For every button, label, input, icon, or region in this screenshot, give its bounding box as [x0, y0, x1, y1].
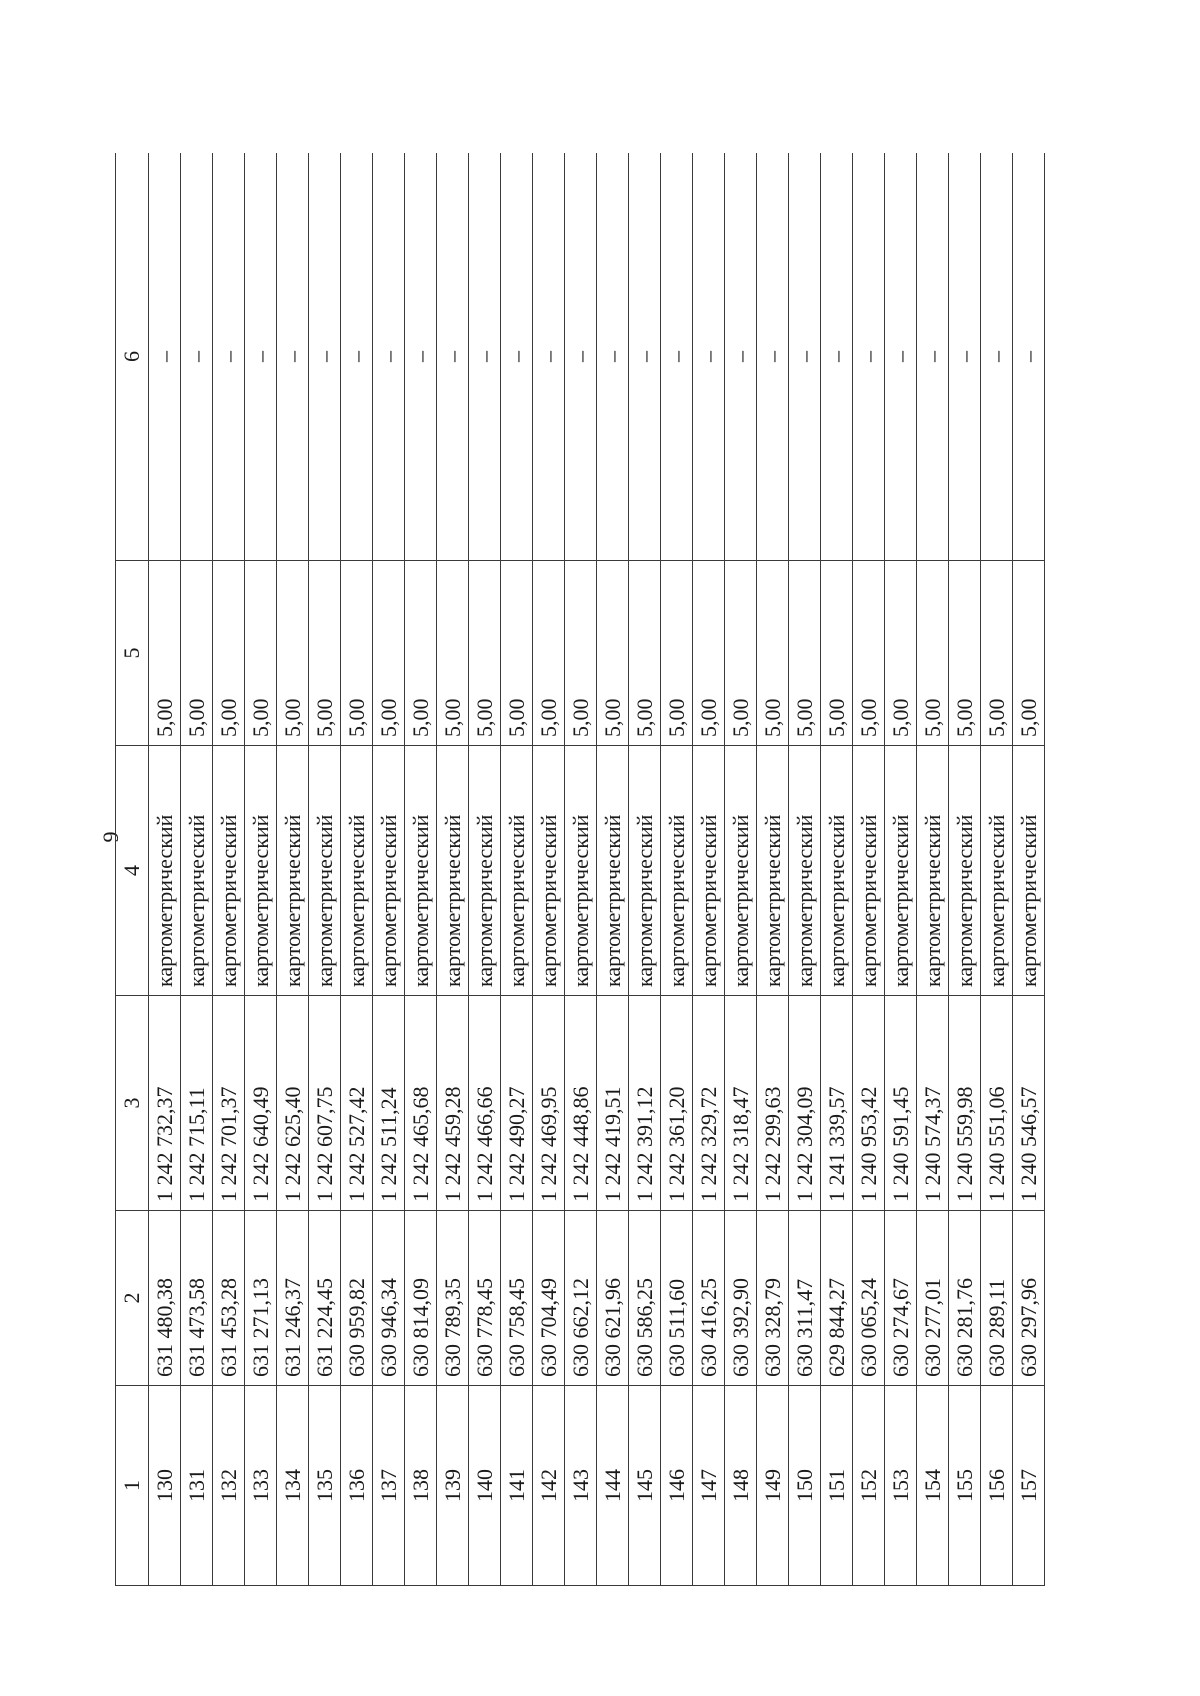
- cell-accuracy: 5,00: [565, 561, 597, 746]
- cell-method: картометрический: [213, 746, 245, 996]
- cell-coord-x: 631 246,37: [277, 1211, 309, 1386]
- cell-accuracy: 5,00: [405, 561, 437, 746]
- cell-method: картометрический: [1013, 746, 1045, 996]
- cell-coord-x: 630 758,45: [501, 1211, 533, 1386]
- cell-point-number: 133: [245, 1386, 277, 1586]
- cell-point-number: 136: [341, 1386, 373, 1586]
- cell-method: картометрический: [949, 746, 981, 996]
- table-row: [661, 153, 693, 1586]
- cell-coord-x: 630 281,76: [949, 1211, 981, 1386]
- cell-point-number: 137: [373, 1386, 405, 1586]
- cell-coord-x: 630 946,34: [373, 1211, 405, 1386]
- cell-accuracy: 5,00: [373, 561, 405, 746]
- table-row: [757, 153, 789, 1586]
- cell-coord-x: 630 274,67: [885, 1211, 917, 1386]
- table-row: [309, 153, 341, 1586]
- cell-coord-y: 1 241 339,57: [821, 996, 853, 1211]
- cell-coord-x: 630 297,96: [1013, 1211, 1045, 1386]
- cell-point-number: 143: [565, 1386, 597, 1586]
- cell-coord-y: 1 242 607,75: [309, 996, 341, 1211]
- cell-note: –: [341, 153, 373, 561]
- header-col-5: 5: [116, 561, 149, 746]
- table-row: [149, 153, 181, 1586]
- header-col-3: 3: [116, 996, 149, 1211]
- cell-point-number: 153: [885, 1386, 917, 1586]
- cell-coord-y: 1 242 465,68: [405, 996, 437, 1211]
- cell-coord-y: 1 242 459,28: [437, 996, 469, 1211]
- table-row: [245, 153, 277, 1586]
- cell-coord-y: 1 240 559,98: [949, 996, 981, 1211]
- cell-accuracy: 5,00: [533, 561, 565, 746]
- cell-accuracy: 5,00: [469, 561, 501, 746]
- table-row: [629, 153, 661, 1586]
- cell-coord-y: 1 242 469,95: [533, 996, 565, 1211]
- cell-coord-y: 1 240 953,42: [853, 996, 885, 1211]
- cell-coord-y: 1 242 299,63: [757, 996, 789, 1211]
- cell-coord-y: 1 242 640,49: [245, 996, 277, 1211]
- cell-point-number: 135: [309, 1386, 341, 1586]
- cell-coord-x: 630 704,49: [533, 1211, 565, 1386]
- cell-point-number: 132: [213, 1386, 245, 1586]
- cell-accuracy: 5,00: [757, 561, 789, 746]
- cell-point-number: 131: [181, 1386, 213, 1586]
- cell-coord-x: 631 480,38: [149, 1211, 181, 1386]
- cell-accuracy: 5,00: [821, 561, 853, 746]
- cell-coord-x: 630 814,09: [405, 1211, 437, 1386]
- cell-note: –: [245, 153, 277, 561]
- table-body: [149, 153, 1045, 1586]
- cell-coord-x: 630 662,12: [565, 1211, 597, 1386]
- cell-note: –: [629, 153, 661, 561]
- cell-method: картометрический: [373, 746, 405, 996]
- cell-accuracy: 5,00: [725, 561, 757, 746]
- cell-coord-y: 1 240 574,37: [917, 996, 949, 1211]
- table-row: [373, 153, 405, 1586]
- cell-point-number: 144: [597, 1386, 629, 1586]
- cell-coord-y: 1 242 304,09: [789, 996, 821, 1211]
- table-row: [565, 153, 597, 1586]
- cell-note: –: [597, 153, 629, 561]
- cell-coord-y: 1 242 625,40: [277, 996, 309, 1211]
- cell-method: картометрический: [533, 746, 565, 996]
- cell-coord-y: 1 242 318,47: [725, 996, 757, 1211]
- cell-point-number: 142: [533, 1386, 565, 1586]
- table-row: [533, 153, 565, 1586]
- cell-accuracy: 5,00: [309, 561, 341, 746]
- cell-note: –: [309, 153, 341, 561]
- cell-accuracy: 5,00: [597, 561, 629, 746]
- cell-method: картометрический: [789, 746, 821, 996]
- cell-method: картометрический: [309, 746, 341, 996]
- cell-note: –: [501, 153, 533, 561]
- cell-coord-y: 1 242 361,20: [661, 996, 693, 1211]
- cell-coord-x: 630 416,25: [693, 1211, 725, 1386]
- table-row: [213, 153, 245, 1586]
- cell-point-number: 155: [949, 1386, 981, 1586]
- cell-coord-x: 630 392,90: [725, 1211, 757, 1386]
- table-row: [885, 153, 917, 1586]
- cell-note: –: [981, 153, 1013, 561]
- cell-method: картометрический: [149, 746, 181, 996]
- table-row: [597, 153, 629, 1586]
- cell-coord-x: 630 511,60: [661, 1211, 693, 1386]
- cell-note: –: [821, 153, 853, 561]
- cell-method: картометрический: [661, 746, 693, 996]
- cell-accuracy: 5,00: [149, 561, 181, 746]
- cell-method: картометрический: [693, 746, 725, 996]
- cell-accuracy: 5,00: [501, 561, 533, 746]
- cell-note: –: [949, 153, 981, 561]
- cell-note: –: [565, 153, 597, 561]
- table-row: [501, 153, 533, 1586]
- table-row: [693, 153, 725, 1586]
- cell-accuracy: 5,00: [981, 561, 1013, 746]
- table-row: [981, 153, 1013, 1586]
- table-row: [405, 153, 437, 1586]
- cell-point-number: 156: [981, 1386, 1013, 1586]
- cell-note: –: [693, 153, 725, 561]
- cell-point-number: 130: [149, 1386, 181, 1586]
- cell-coord-y: 1 242 701,37: [213, 996, 245, 1211]
- cell-accuracy: 5,00: [661, 561, 693, 746]
- cell-coord-x: 630 065,24: [853, 1211, 885, 1386]
- cell-method: картометрический: [437, 746, 469, 996]
- cell-coord-x: 630 289,11: [981, 1211, 1013, 1386]
- cell-note: –: [725, 153, 757, 561]
- cell-point-number: 151: [821, 1386, 853, 1586]
- cell-method: картометрический: [629, 746, 661, 996]
- cell-note: –: [405, 153, 437, 561]
- cell-coord-y: 1 242 448,86: [565, 996, 597, 1211]
- cell-coord-x: 631 453,28: [213, 1211, 245, 1386]
- cell-coord-x: 631 473,58: [181, 1211, 213, 1386]
- cell-accuracy: 5,00: [853, 561, 885, 746]
- cell-coord-x: 630 328,79: [757, 1211, 789, 1386]
- cell-point-number: 148: [725, 1386, 757, 1586]
- cell-coord-x: 630 789,35: [437, 1211, 469, 1386]
- cell-note: –: [885, 153, 917, 561]
- cell-point-number: 139: [437, 1386, 469, 1586]
- table-header-row: [116, 153, 149, 1586]
- cell-accuracy: 5,00: [885, 561, 917, 746]
- cell-method: картометрический: [917, 746, 949, 996]
- cell-coord-y: 1 240 551,06: [981, 996, 1013, 1211]
- table-row: [1013, 153, 1045, 1586]
- cell-point-number: 150: [789, 1386, 821, 1586]
- table-row: [181, 153, 213, 1586]
- table-row: [949, 153, 981, 1586]
- header-col-1: 1: [116, 1386, 149, 1586]
- table-row: [725, 153, 757, 1586]
- coordinates-table: [115, 153, 1045, 1586]
- cell-accuracy: 5,00: [789, 561, 821, 746]
- cell-accuracy: 5,00: [693, 561, 725, 746]
- cell-coord-x: 631 224,45: [309, 1211, 341, 1386]
- table-row: [789, 153, 821, 1586]
- cell-note: –: [469, 153, 501, 561]
- cell-coord-x: 630 586,25: [629, 1211, 661, 1386]
- cell-point-number: 145: [629, 1386, 661, 1586]
- cell-coord-x: 629 844,27: [821, 1211, 853, 1386]
- table-row: [341, 153, 373, 1586]
- cell-point-number: 134: [277, 1386, 309, 1586]
- header-col-6: 6: [116, 153, 149, 561]
- cell-accuracy: 5,00: [1013, 561, 1045, 746]
- cell-point-number: 152: [853, 1386, 885, 1586]
- cell-coord-x: 630 277,01: [917, 1211, 949, 1386]
- cell-method: картометрический: [565, 746, 597, 996]
- cell-method: картометрический: [981, 746, 1013, 996]
- cell-accuracy: 5,00: [245, 561, 277, 746]
- cell-note: –: [373, 153, 405, 561]
- cell-coord-y: 1 242 732,37: [149, 996, 181, 1211]
- cell-coord-x: 630 778,45: [469, 1211, 501, 1386]
- cell-note: –: [789, 153, 821, 561]
- cell-note: –: [917, 153, 949, 561]
- cell-coord-x: 630 959,82: [341, 1211, 373, 1386]
- table-row: [277, 153, 309, 1586]
- cell-coord-y: 1 242 391,12: [629, 996, 661, 1211]
- cell-point-number: 149: [757, 1386, 789, 1586]
- cell-note: –: [1013, 153, 1045, 561]
- cell-note: –: [661, 153, 693, 561]
- cell-point-number: 138: [405, 1386, 437, 1586]
- cell-method: картометрический: [853, 746, 885, 996]
- cell-accuracy: 5,00: [341, 561, 373, 746]
- cell-method: картометрический: [405, 746, 437, 996]
- cell-accuracy: 5,00: [917, 561, 949, 746]
- cell-method: картометрический: [341, 746, 373, 996]
- page-number: 9: [98, 831, 123, 843]
- cell-note: –: [181, 153, 213, 561]
- table-row: [469, 153, 501, 1586]
- cell-coord-y: 1 242 329,72: [693, 996, 725, 1211]
- cell-accuracy: 5,00: [629, 561, 661, 746]
- cell-coord-y: 1 242 419,51: [597, 996, 629, 1211]
- cell-note: –: [277, 153, 309, 561]
- cell-method: картометрический: [821, 746, 853, 996]
- cell-note: –: [757, 153, 789, 561]
- cell-note: –: [437, 153, 469, 561]
- cell-note: –: [149, 153, 181, 561]
- cell-note: –: [533, 153, 565, 561]
- cell-point-number: 154: [917, 1386, 949, 1586]
- table-row: [437, 153, 469, 1586]
- cell-point-number: 146: [661, 1386, 693, 1586]
- cell-point-number: 157: [1013, 1386, 1045, 1586]
- cell-accuracy: 5,00: [277, 561, 309, 746]
- cell-coord-x: 630 621,96: [597, 1211, 629, 1386]
- cell-coord-y: 1 242 527,42: [341, 996, 373, 1211]
- cell-method: картометрический: [501, 746, 533, 996]
- cell-method: картометрический: [245, 746, 277, 996]
- cell-coord-y: 1 242 715,11: [181, 996, 213, 1211]
- cell-point-number: 140: [469, 1386, 501, 1586]
- cell-method: картометрический: [757, 746, 789, 996]
- table-frame: [115, 153, 1078, 1586]
- cell-coord-x: 630 311,47: [789, 1211, 821, 1386]
- cell-coord-x: 631 271,13: [245, 1211, 277, 1386]
- header-col-4: 4: [116, 746, 149, 996]
- cell-method: картометрический: [597, 746, 629, 996]
- table-row: [917, 153, 949, 1586]
- cell-accuracy: 5,00: [181, 561, 213, 746]
- cell-point-number: 141: [501, 1386, 533, 1586]
- table-row: [853, 153, 885, 1586]
- header-col-2: 2: [116, 1211, 149, 1386]
- cell-coord-y: 1 242 466,66: [469, 996, 501, 1211]
- cell-method: картометрический: [181, 746, 213, 996]
- cell-point-number: 147: [693, 1386, 725, 1586]
- rotated-table-container: [115, 153, 1078, 1586]
- cell-accuracy: 5,00: [437, 561, 469, 746]
- cell-method: картометрический: [885, 746, 917, 996]
- cell-method: картометрический: [725, 746, 757, 996]
- cell-method: картометрический: [469, 746, 501, 996]
- cell-coord-y: 1 242 511,24: [373, 996, 405, 1211]
- cell-coord-y: 1 242 490,27: [501, 996, 533, 1211]
- cell-accuracy: 5,00: [213, 561, 245, 746]
- cell-note: –: [853, 153, 885, 561]
- table-row: [821, 153, 853, 1586]
- cell-coord-y: 1 240 591,45: [885, 996, 917, 1211]
- cell-accuracy: 5,00: [949, 561, 981, 746]
- cell-method: картометрический: [277, 746, 309, 996]
- cell-note: –: [213, 153, 245, 561]
- cell-coord-y: 1 240 546,57: [1013, 996, 1045, 1211]
